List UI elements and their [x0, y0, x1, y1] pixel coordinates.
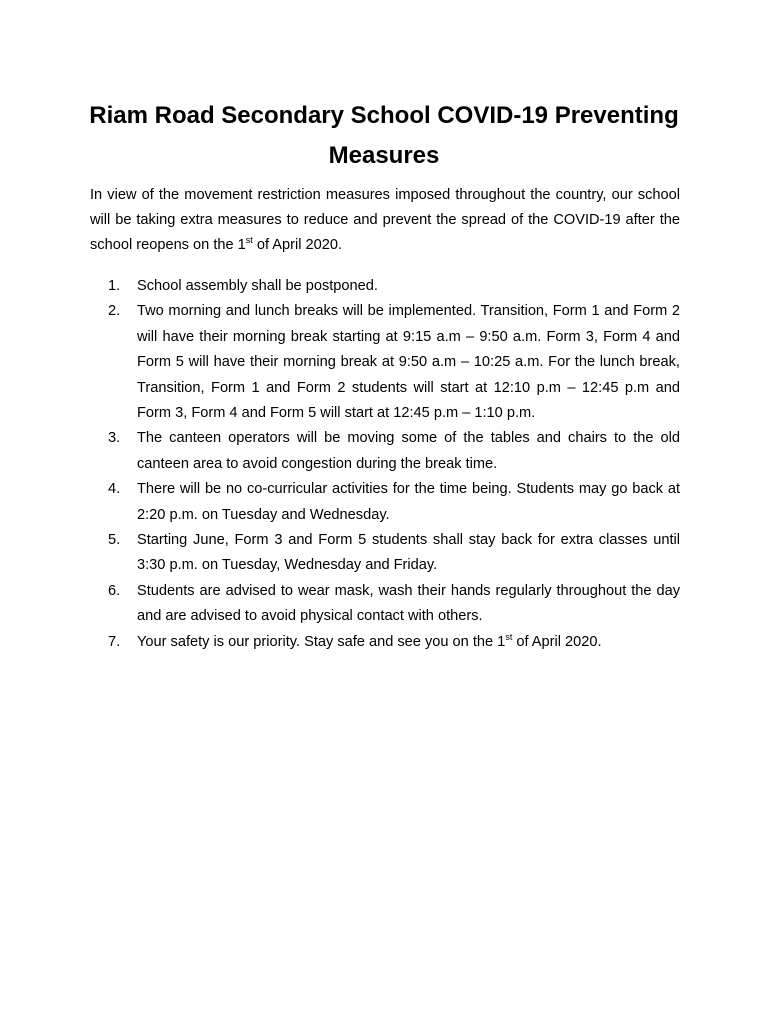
list-item	[90, 299, 680, 426]
list-item	[90, 528, 680, 579]
list-item-text: There will be no co-curricular activities for the time being. Students may go back at 2:20 p.m. on Tuesday and Wednesday.	[137, 481, 680, 523]
list-item-number: 2.	[108, 303, 121, 320]
list-item-text-start: Your safety is our priority. Stay safe and see you on the 1	[137, 633, 506, 650]
page-title: Riam Road Secondary School COVID-19 Preventing Measures	[89, 102, 679, 169]
intro-ordinal-suffix: st	[245, 235, 253, 246]
measures-list	[90, 274, 680, 655]
list-item-text: Students are advised to wear mask, wash their hands regularly throughout the day and are advised to avoid physical contact with others.	[137, 582, 680, 625]
list-item-text: School assembly shall be postponed.	[137, 278, 378, 294]
list-item	[90, 579, 680, 630]
list-item-text: Two morning and lunch breaks will be implemented. Transition, Form 1 and Form 2 will have their morning break starting at 9:15 a.m – 9:50 a.m. Form 3, Form 4 and Form 5 will have their morning break at 9:50 a.m – 10:25 a.m. For the lunch break, Transition, Form 1 and Form 2 students will start at 12:10 p.m – 12:45 p.m and Form 3, Form 4 and Form 5 will start at 12:45 p.m – 1:10 p.m.	[137, 303, 680, 422]
list-item-text: The canteen operators will be moving some of the tables and chairs to the old canteen area to avoid congestion during the break time.	[137, 430, 680, 472]
ordinal-suffix: st	[505, 631, 513, 642]
intro-text-end: of April 2020.	[252, 237, 343, 253]
list-item-number: 5.	[108, 532, 121, 549]
list-item-number: 6.	[108, 582, 121, 599]
intro-text: In view of the movement restriction measures imposed throughout the country, our school will be taking extra measures to reduce and prevent the spread of the COVID-19 after the school reopens on the 1	[90, 187, 680, 253]
list-item-text: Starting June, Form 3 and Form 5 students shall stay back for extra classes until 3:30 p.m. on Tuesday, Wednesday and Friday.	[137, 532, 680, 574]
list-item	[90, 426, 680, 477]
list-item	[90, 477, 680, 528]
list-item-text-end: of April 2020.	[512, 633, 602, 650]
list-item-number: 4.	[108, 481, 121, 498]
intro-paragraph	[90, 183, 680, 258]
list-item-number: 1.	[108, 278, 121, 294]
list-item-text	[137, 631, 602, 650]
list-item-number: 3.	[108, 430, 121, 447]
list-item	[90, 274, 680, 299]
list-item	[90, 630, 680, 655]
list-item-number: 7.	[108, 633, 121, 650]
